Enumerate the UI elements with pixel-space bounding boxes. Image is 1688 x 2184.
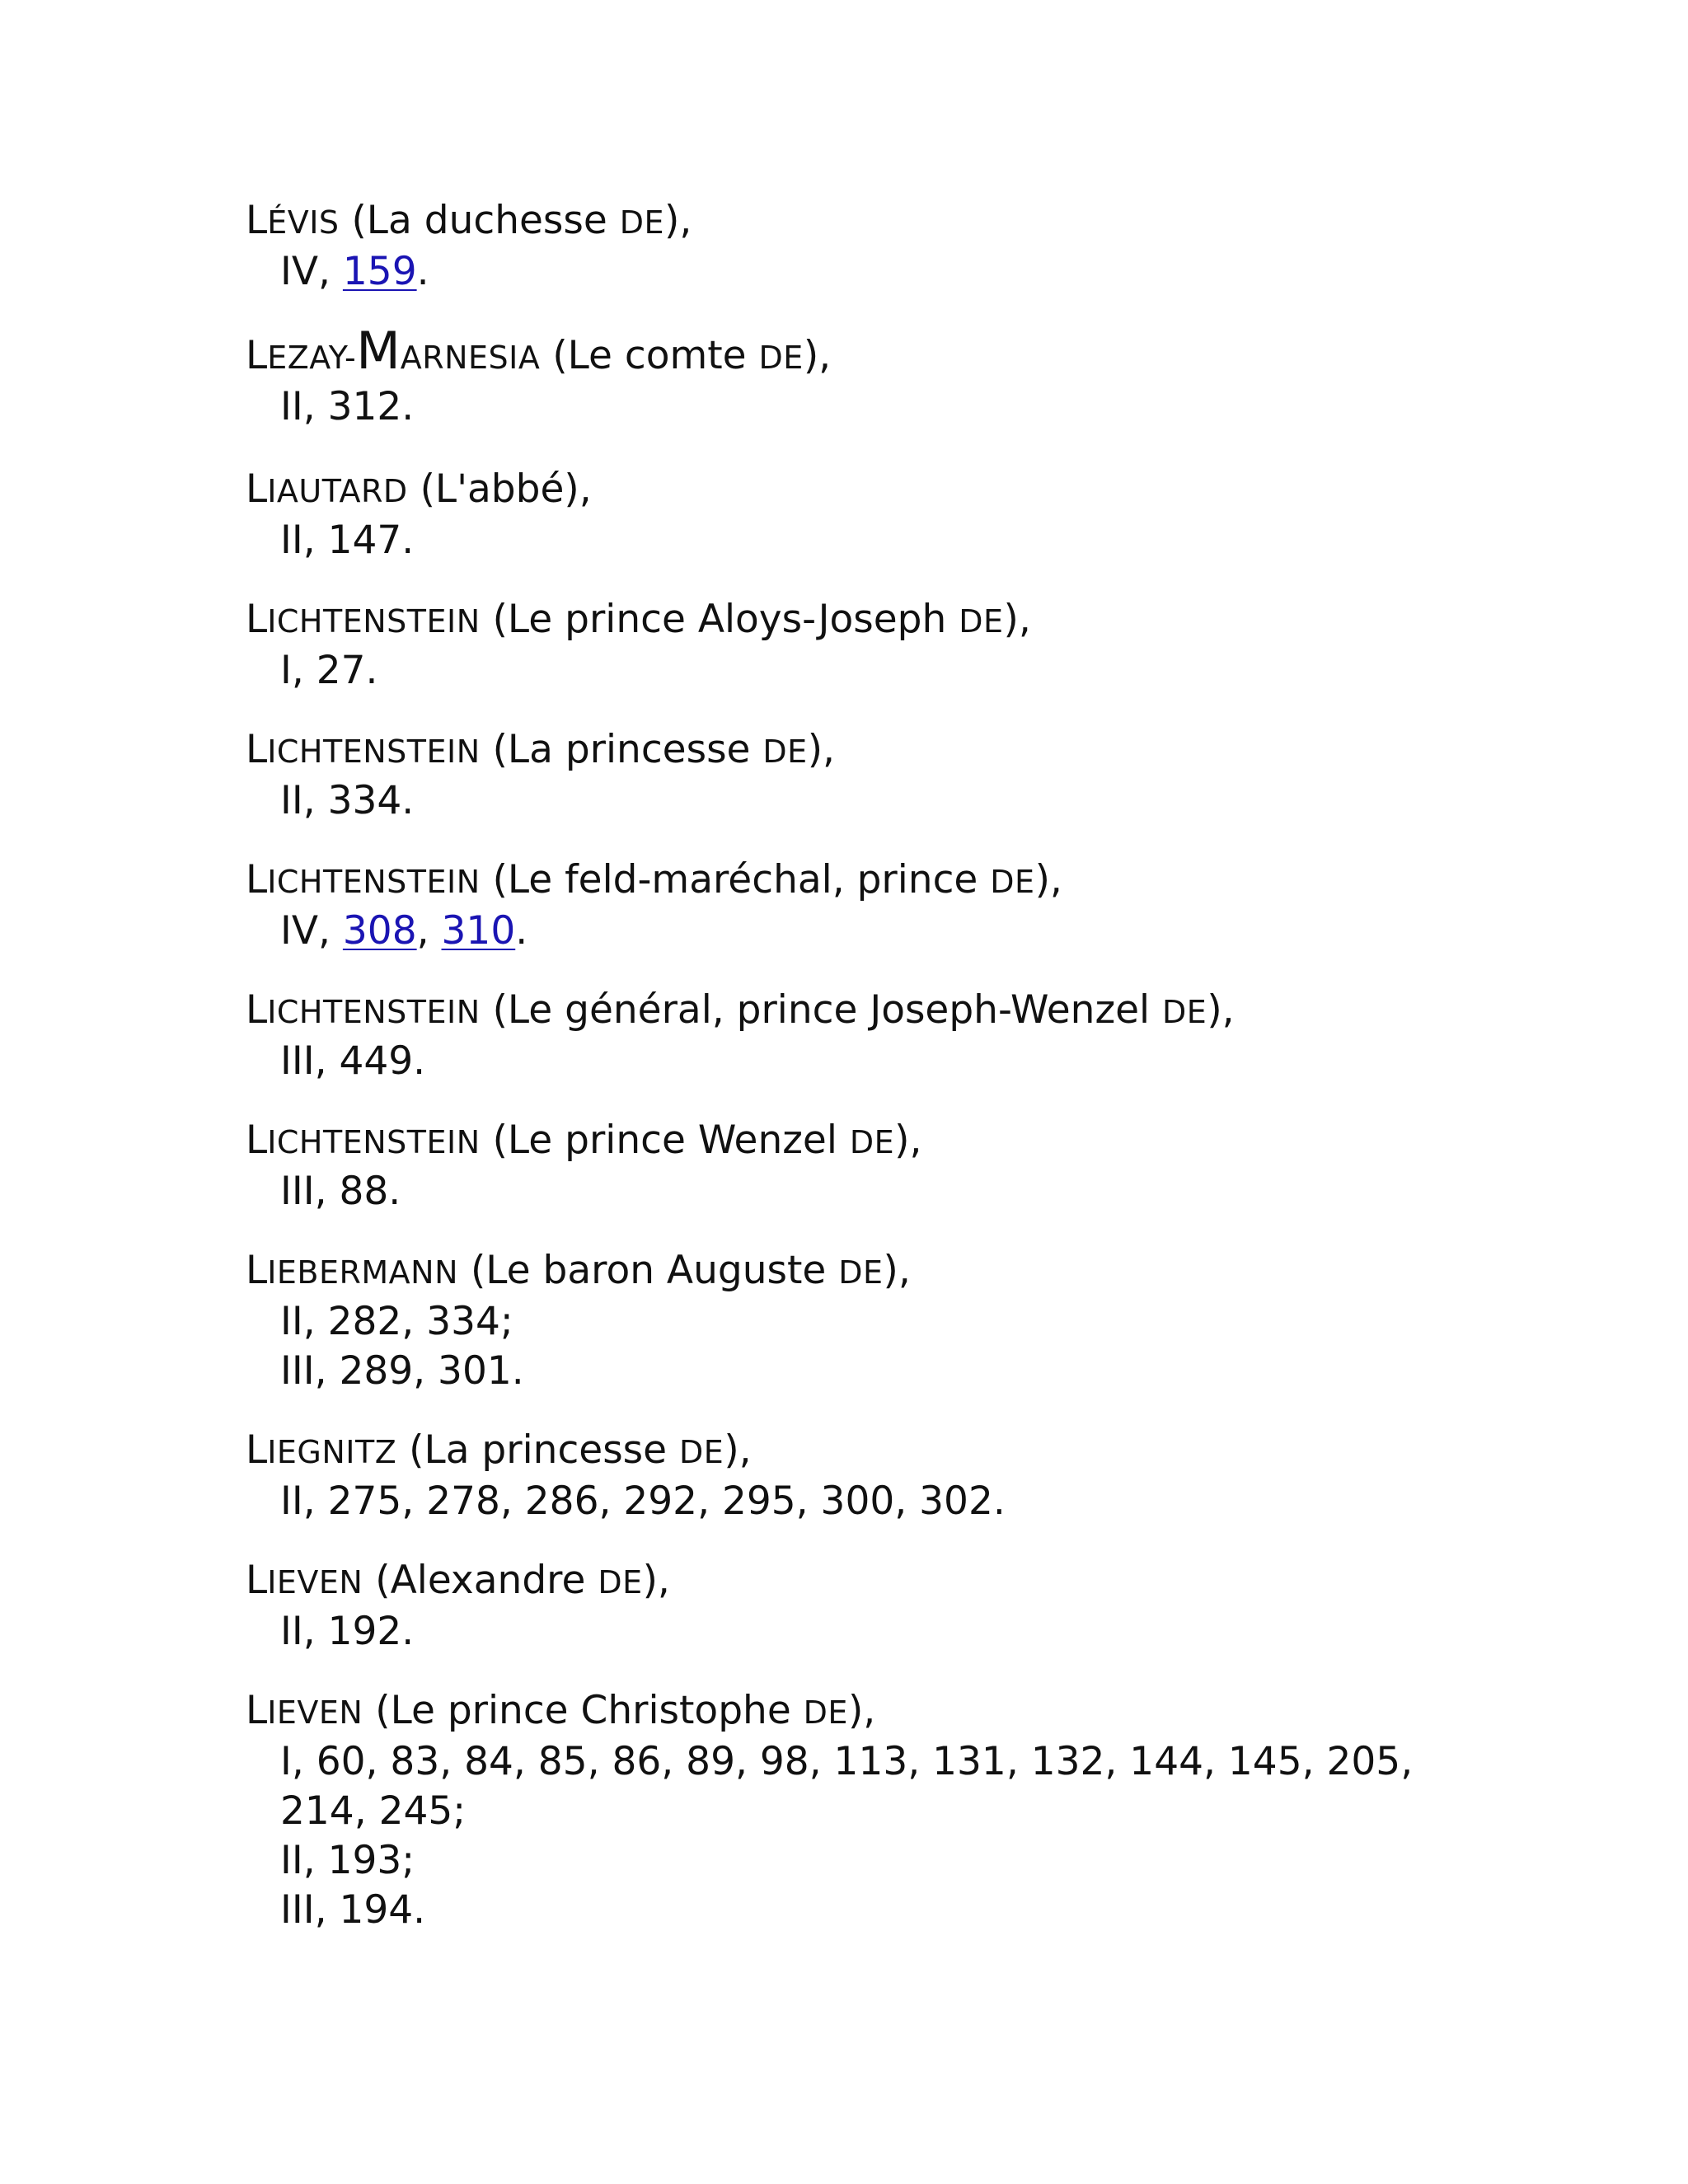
index-entry <box>246 855 1614 956</box>
page-reference-line <box>246 1836 1614 1886</box>
page-reference-line <box>246 247 1614 297</box>
page-reference-text: III, 449. <box>280 1038 426 1084</box>
entry-particle: DE <box>619 204 665 241</box>
entry-name-smallcaps: ICHTENSTEIN <box>267 1124 481 1160</box>
entry-heading <box>246 855 1614 907</box>
entry-name-smallcaps: IEVEN <box>267 1694 363 1731</box>
page-reference-text: . <box>515 908 528 954</box>
entry-heading <box>246 1426 1614 1477</box>
index-entry <box>246 1686 1614 1935</box>
entry-name-smallcaps: ICHTENSTEIN <box>267 733 481 770</box>
page-reference-line <box>246 1607 1614 1657</box>
entry-description-end: ), <box>1034 857 1062 902</box>
index-entry <box>246 1116 1614 1216</box>
entry-description-end: ), <box>883 1248 911 1293</box>
entry-name-initial: L <box>246 1118 268 1163</box>
page-reference-text: I, 27. <box>280 648 378 693</box>
page-reference-line <box>246 1037 1614 1086</box>
entry-description: (La princesse <box>480 727 763 772</box>
index-entry <box>246 595 1614 696</box>
entry-name-initial: L <box>246 1427 268 1473</box>
index-entry <box>246 986 1614 1086</box>
entry-description-end: ), <box>1003 597 1031 642</box>
entry-particle: DE <box>803 1694 848 1731</box>
page-reference-line <box>246 1737 1614 1787</box>
page-reference-text: . <box>416 249 429 294</box>
entry-name-initial: L <box>246 466 268 512</box>
page-reference-line <box>246 516 1614 565</box>
entry-name-smallcaps: EZAY- <box>267 340 357 376</box>
page-reference-text: III, 88. <box>280 1169 401 1214</box>
entry-particle: DE <box>762 733 808 770</box>
entry-name-smallcaps: IAUTARD <box>267 473 408 509</box>
page-reference-line <box>246 1297 1614 1347</box>
entry-name-smallcaps: ICHTENSTEIN <box>267 864 481 900</box>
page-reference-line <box>246 1167 1614 1216</box>
page-reference-line <box>246 1787 1614 1836</box>
entry-name-smallcaps: ICHTENSTEIN <box>267 603 481 640</box>
index-entry <box>246 1246 1614 1396</box>
entry-description-end: ), <box>847 1688 876 1733</box>
entry-description: (Le comte <box>540 333 759 378</box>
page-reference-text: IV, <box>280 249 343 294</box>
page-reference-line <box>246 382 1614 432</box>
entry-heading <box>246 595 1614 646</box>
entry-description: (La duchesse <box>339 198 620 243</box>
page-reference-text: II, 275, 278, 286, 292, 295, 300, 302. <box>280 1479 1006 1524</box>
page-reference-line <box>246 646 1614 696</box>
index-entry <box>246 465 1614 565</box>
entry-name-smallcaps: ARNESIA <box>400 340 541 376</box>
entry-particle: DE <box>598 1564 643 1601</box>
entry-description: (Le baron Auguste <box>458 1248 839 1293</box>
entry-name-initial: L <box>246 987 268 1033</box>
entry-particle: DE <box>1162 994 1207 1030</box>
entry-description: (L'abbé), <box>407 466 592 512</box>
page-reference-line <box>246 1886 1614 1935</box>
page-link[interactable]: 308 <box>342 908 417 954</box>
entry-heading <box>246 725 1614 776</box>
entry-description-end: ), <box>724 1427 752 1473</box>
page-reference-text: , <box>416 908 442 954</box>
entry-name-smallcaps: ICHTENSTEIN <box>267 994 481 1030</box>
page-reference-text: II, 192. <box>280 1609 415 1654</box>
page-reference-text: II, 147. <box>280 518 415 563</box>
entry-particle: DE <box>679 1434 724 1470</box>
entry-name-smallcaps: IEBERMANN <box>267 1254 459 1291</box>
page-reference-line <box>246 776 1614 826</box>
page-reference-text: I, 60, 83, 84, 85, 86, 89, 98, 113, 131, 132, 144, 145, 205, <box>280 1739 1414 1784</box>
entry-description: (Le prince Aloys-Joseph <box>480 597 959 642</box>
entry-heading <box>246 986 1614 1037</box>
entry-description: (Le feld-maréchal, prince <box>480 857 991 902</box>
entry-description-end: ), <box>807 727 835 772</box>
index-entry <box>246 725 1614 826</box>
entry-description-end: ), <box>1207 987 1235 1033</box>
entry-name-initial: L <box>246 1558 268 1603</box>
entry-particle: DE <box>849 1124 895 1160</box>
entry-name-smallcaps: IEGNITZ <box>267 1434 397 1470</box>
entry-heading <box>246 1686 1614 1737</box>
page-link[interactable]: 310 <box>441 908 516 954</box>
entry-heading <box>246 1116 1614 1167</box>
entry-heading <box>246 1246 1614 1297</box>
page-reference-line <box>246 907 1614 956</box>
entry-name-initial: L <box>246 857 268 902</box>
entry-heading <box>246 321 1614 382</box>
index-page <box>246 196 1614 1965</box>
entry-name-initial: L <box>246 333 268 378</box>
entry-name-initial: L <box>246 1688 268 1733</box>
page-reference-line <box>246 1347 1614 1396</box>
page-reference-text: II, 312. <box>280 384 415 429</box>
page-link[interactable]: 159 <box>342 249 417 294</box>
page-reference-text: 214, 245; <box>280 1788 467 1834</box>
entry-particle: DE <box>838 1254 884 1291</box>
entry-name-initial: L <box>246 1248 268 1293</box>
entry-description-end: ), <box>803 333 832 378</box>
page-reference-text: III, 289, 301. <box>280 1348 524 1394</box>
entry-description: (La princesse <box>396 1427 680 1473</box>
entry-name-initial: L <box>246 597 268 642</box>
page-reference-text: II, 193; <box>280 1838 415 1883</box>
entry-description: (Le général, prince Joseph-Wenzel <box>480 987 1163 1033</box>
page-reference-text: II, 282, 334; <box>280 1299 513 1344</box>
entry-description-end: ), <box>894 1118 922 1163</box>
entry-name-initial: L <box>246 727 268 772</box>
entry-heading <box>246 1556 1614 1607</box>
page-reference-text: III, 194. <box>280 1887 426 1933</box>
index-entry <box>246 196 1614 297</box>
entry-name-initial: L <box>246 198 268 243</box>
page-reference-line <box>246 1477 1614 1526</box>
entry-heading <box>246 465 1614 516</box>
entry-heading <box>246 196 1614 247</box>
entry-name-smallcaps: ÉVIS <box>267 204 340 241</box>
index-entry <box>246 1556 1614 1657</box>
entry-description-end: ), <box>642 1558 670 1603</box>
entry-particle: DE <box>758 340 804 376</box>
entry-description: (Alexandre <box>363 1558 598 1603</box>
entry-name-smallcaps: IEVEN <box>267 1564 363 1601</box>
index-entry <box>246 321 1614 432</box>
page-reference-text: II, 334. <box>280 778 415 823</box>
entry-name-initial: M <box>356 321 401 381</box>
page-reference-text: IV, <box>280 908 343 954</box>
entry-particle: DE <box>990 864 1035 900</box>
index-entry <box>246 1426 1614 1526</box>
entry-description: (Le prince Wenzel <box>480 1118 850 1163</box>
entry-particle: DE <box>959 603 1004 640</box>
entry-description: (Le prince Christophe <box>363 1688 804 1733</box>
entry-description-end: ), <box>664 198 692 243</box>
